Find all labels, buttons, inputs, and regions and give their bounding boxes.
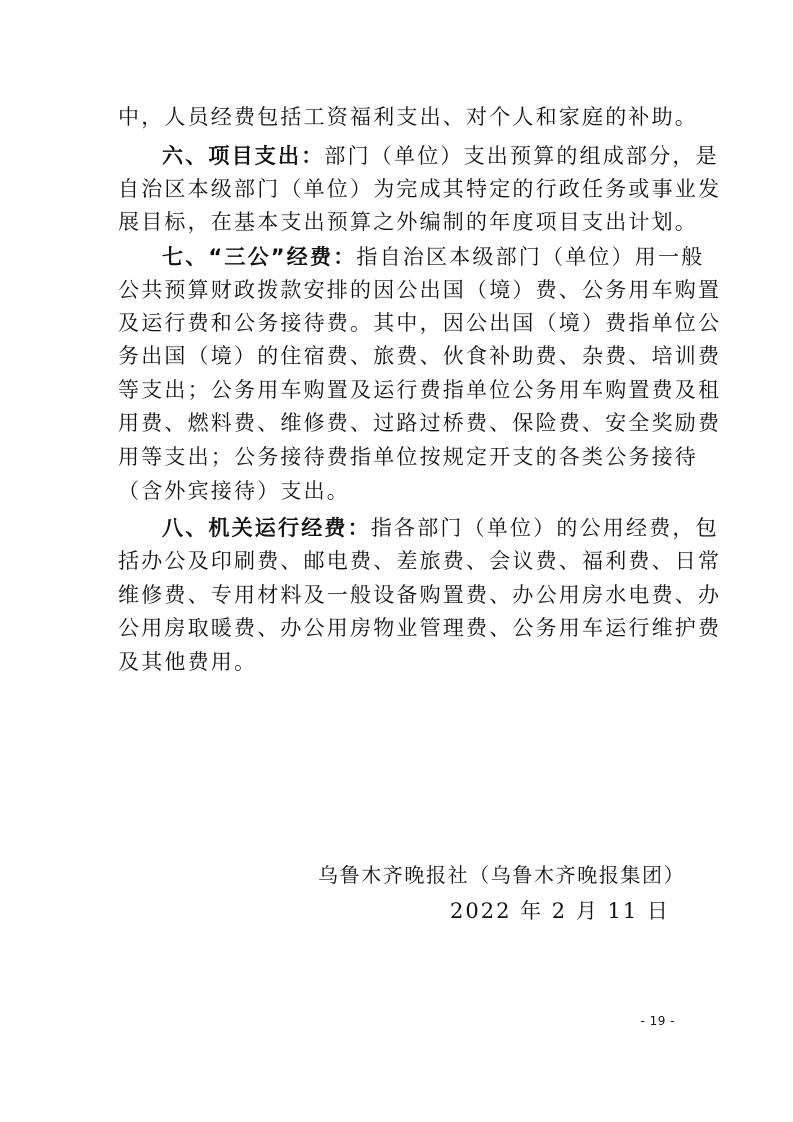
text-line: 务出国（境）的住宿费、旅费、伙食补助费、杂费、培训费: [118, 344, 722, 368]
text-line: 及运行费和公务接待费。其中，因公出国（境）费指单位公: [118, 311, 722, 335]
text-line: 用等支出；公务接待费指单位按规定开支的各类公务接待: [118, 445, 698, 469]
text-line: 中，人员经费包括工资福利支出、对个人和家庭的补助。: [118, 105, 698, 129]
signature-date: 2022 年 2 月 11 日: [450, 899, 670, 923]
section-7-heading: 七、“三公”经费：: [162, 245, 357, 269]
text-line: 用费、燃料费、维修费、过路过桥费、保险费、安全奖励费: [118, 411, 722, 435]
section-6-text: 部门（单位）支出预算的组成部分，是: [324, 144, 719, 168]
section-7-text: 指自治区本级部门（单位）用一般: [356, 245, 705, 269]
paragraph-7-first-line: [162, 240, 705, 274]
text-line: 公共预算财政拨款安排的因公出国（境）费、公务用车购置: [118, 278, 722, 302]
paragraph-8-first-line: [162, 511, 719, 545]
text-line: 自治区本级部门（单位）为完成其特定的行政任务或事业发: [118, 177, 722, 201]
section-6-heading: 六、项目支出：: [162, 144, 325, 168]
section-8-text: 指各部门（单位）的公用经费，包: [370, 516, 719, 540]
text-line: （含外宾接待）支出。: [118, 479, 350, 503]
text-line: 公用房取暖费、办公用房物业管理费、公务用车运行维护费: [118, 616, 722, 640]
text-line: 维修费、专用材料及一般设备购置费、办公用房水电费、办: [118, 583, 722, 607]
text-line: 括办公及印刷费、邮电费、差旅费、会议费、福利费、日常: [118, 549, 722, 573]
signature-organization: 乌鲁木齐晚报社（乌鲁木齐晚报集团）: [318, 863, 686, 887]
text-line: 及其他费用。: [118, 650, 258, 674]
text-line: 展目标，在基本支出预算之外编制的年度项目支出计划。: [118, 210, 698, 234]
paragraph-6-first-line: [162, 139, 719, 173]
section-8-heading: 八、机关运行经费：: [162, 516, 371, 540]
text-line: 等支出；公务用车购置及运行费指单位公务用车购置费及租: [118, 378, 722, 402]
page-number: - 19 -: [640, 1014, 675, 1028]
